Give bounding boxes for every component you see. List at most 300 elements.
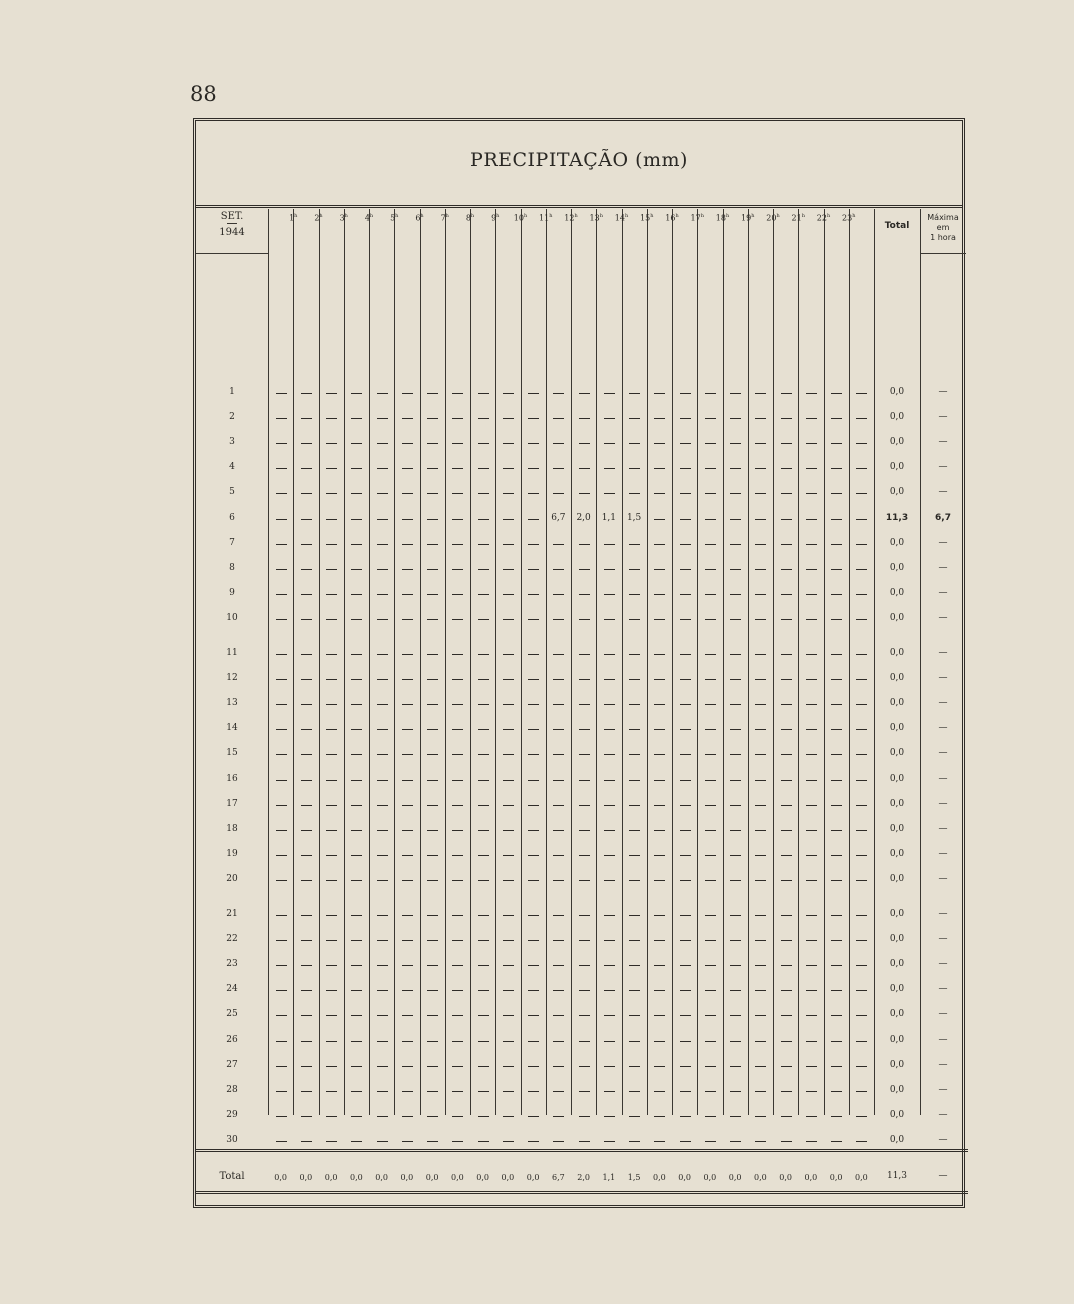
empty-dash [503,1041,514,1042]
empty-dash [604,569,615,570]
empty-dash [402,780,413,781]
day-total: 0,0 [889,1084,905,1095]
empty-dash [806,493,817,494]
empty-dash [629,418,640,419]
empty-dash [478,1116,489,1117]
empty-dash [856,1015,867,1016]
empty-dash [528,594,539,595]
day-label: 26 [226,1034,238,1045]
empty-dash [604,965,615,966]
column-rule [319,209,320,1115]
day-total: 0,0 [889,873,905,884]
empty-dash [755,519,766,520]
empty-dash [276,1141,287,1142]
empty-dash [326,654,337,655]
empty-dash [654,393,665,394]
empty-dash [654,1015,665,1016]
empty-dash [604,493,615,494]
empty-dash [604,780,615,781]
empty-dash [503,915,514,916]
empty-dash [528,569,539,570]
empty-dash [579,493,590,494]
empty-dash [452,965,463,966]
empty-dash [604,915,615,916]
empty-dash [326,1116,337,1117]
empty-dash [705,679,716,680]
empty-dash [831,1066,842,1067]
empty-dash [427,1041,438,1042]
empty-dash [806,780,817,781]
empty-dash [377,1091,388,1092]
empty-dash [301,1116,312,1117]
empty-dash [276,393,287,394]
empty-dash [402,830,413,831]
empty-dash [427,965,438,966]
empty-dash [528,1066,539,1067]
grand-total: 11,3 [886,1171,908,1181]
day-label: 11 [226,648,238,658]
empty-dash [427,780,438,781]
empty-dash [755,654,766,655]
empty-dash [730,880,741,881]
empty-dash [276,940,287,941]
empty-dash [301,654,312,655]
empty-dash [831,990,842,991]
empty-dash [579,880,590,881]
empty-dash [781,569,792,570]
empty-dash [831,1041,842,1042]
empty-dash [402,990,413,991]
empty-dash [377,754,388,755]
empty-dash [579,704,590,705]
empty-dash [806,990,817,991]
empty-dash [831,780,842,781]
empty-dash [528,493,539,494]
totals-divider-bottom [196,1191,968,1194]
empty-dash [806,654,817,655]
empty-dash [604,468,615,469]
day-label: 18 [226,823,238,834]
hour-header: 8$^h$ [465,213,475,223]
day-max: — [938,1134,948,1145]
empty-dash [831,1091,842,1092]
empty-dash [579,729,590,730]
empty-dash [478,780,489,781]
empty-dash [478,1091,489,1092]
empty-dash [452,519,463,520]
empty-dash [553,1041,564,1042]
empty-dash [781,654,792,655]
empty-dash [503,940,514,941]
empty-dash [528,468,539,469]
day-label: 27 [226,1059,238,1070]
empty-dash [654,729,665,730]
empty-dash [680,1116,691,1117]
empty-dash [276,1015,287,1016]
empty-dash [806,544,817,545]
empty-dash [579,679,590,680]
empty-dash [276,443,287,444]
empty-dash [781,1141,792,1142]
empty-dash [654,855,665,856]
empty-dash [579,965,590,966]
hourly-value: 1,5 [626,512,642,523]
empty-dash [755,855,766,856]
day-total: 0,0 [889,612,905,623]
hour-total: 0,0 [754,1173,767,1182]
empty-dash [579,855,590,856]
empty-dash [654,544,665,545]
empty-dash [276,544,287,545]
empty-dash [528,855,539,856]
hour-header: 11$^h$ [539,213,553,223]
hour-total: 0,0 [678,1173,691,1182]
empty-dash [427,468,438,469]
day-label: 7 [229,537,235,548]
day-total: 0,0 [889,723,905,734]
empty-dash [806,418,817,419]
empty-dash [377,619,388,620]
empty-dash [402,965,413,966]
day-label: 9 [229,587,235,598]
empty-dash [856,443,867,444]
day-max: — [938,437,948,448]
empty-dash [377,493,388,494]
day-max: — [938,873,948,884]
empty-dash [705,965,716,966]
empty-dash [402,880,413,881]
empty-dash [276,1116,287,1117]
empty-dash [730,468,741,469]
day-total: 0,0 [889,1109,905,1120]
empty-dash [781,940,792,941]
empty-dash [402,468,413,469]
day-label: 15 [226,748,238,759]
empty-dash [654,1041,665,1042]
empty-dash [781,805,792,806]
empty-dash [730,519,741,520]
empty-dash [351,544,362,545]
empty-dash [503,468,514,469]
empty-dash [377,443,388,444]
empty-dash [478,990,489,991]
empty-dash [478,805,489,806]
empty-dash [654,830,665,831]
empty-dash [427,654,438,655]
empty-dash [427,855,438,856]
empty-dash [579,594,590,595]
empty-dash [402,544,413,545]
column-rule [748,209,749,1115]
empty-dash [351,1141,362,1142]
empty-dash [730,594,741,595]
empty-dash [755,754,766,755]
hour-header: 1$^h$ [289,213,298,223]
empty-dash [503,493,514,494]
empty-dash [478,729,489,730]
hour-total: 0,0 [653,1173,666,1182]
empty-dash [781,443,792,444]
hour-total: 0,0 [728,1173,742,1182]
empty-dash [553,544,564,545]
empty-dash [831,654,842,655]
empty-dash [831,493,842,494]
empty-dash [629,544,640,545]
empty-dash [377,519,388,520]
empty-dash [452,594,463,595]
empty-dash [604,729,615,730]
day-max: — [938,984,948,995]
column-rule [849,209,850,1115]
hour-total: 0,0 [855,1173,868,1182]
empty-dash [452,1091,463,1092]
empty-dash [326,493,337,494]
empty-dash [705,754,716,755]
hour-total: 1,1 [602,1173,616,1182]
day-max: — [938,748,948,759]
empty-dash [553,855,564,856]
empty-dash [452,1015,463,1016]
empty-dash [629,729,640,730]
empty-dash [781,1015,792,1016]
empty-dash [427,418,438,419]
empty-dash [351,880,362,881]
column-rule [546,209,547,1115]
empty-dash [705,990,716,991]
day-label: 5 [229,487,235,498]
empty-dash [680,780,691,781]
hour-header: 16$^h$ [665,213,679,223]
day-total: 0,0 [889,648,905,658]
day-max: — [938,673,948,684]
empty-dash [654,654,665,655]
header-month-year [196,211,268,239]
empty-dash [276,493,287,494]
hour-total: 0,0 [804,1173,818,1182]
empty-dash [402,569,413,570]
empty-dash [781,704,792,705]
day-max: — [938,698,948,709]
empty-dash [427,519,438,520]
empty-dash [478,830,489,831]
day-max: — [938,648,948,658]
day-total: 0,0 [889,748,905,759]
hour-total: 0,0 [350,1173,363,1182]
empty-dash [730,1141,741,1142]
empty-dash [452,805,463,806]
empty-dash [301,940,312,941]
empty-dash [326,855,337,856]
empty-dash [781,544,792,545]
day-max: — [938,934,948,945]
empty-dash [781,1041,792,1042]
empty-dash [301,780,312,781]
empty-dash [579,940,590,941]
empty-dash [579,654,590,655]
day-max: — [938,587,948,598]
empty-dash [402,594,413,595]
empty-dash [579,393,590,394]
hour-total: 0,0 [375,1173,388,1182]
empty-dash [553,654,564,655]
empty-dash [680,569,691,570]
empty-dash [781,1091,792,1092]
empty-dash [553,1091,564,1092]
empty-dash [553,805,564,806]
empty-dash [528,830,539,831]
empty-dash [629,780,640,781]
empty-dash [806,519,817,520]
empty-dash [579,805,590,806]
empty-dash [680,654,691,655]
empty-dash [377,915,388,916]
empty-dash [654,780,665,781]
empty-dash [402,679,413,680]
empty-dash [326,519,337,520]
empty-dash [301,493,312,494]
hour-total: 0,0 [829,1173,843,1182]
empty-dash [856,679,867,680]
empty-dash [553,830,564,831]
empty-dash [351,855,362,856]
empty-dash [629,654,640,655]
empty-dash [427,619,438,620]
empty-dash [730,654,741,655]
empty-dash [528,704,539,705]
empty-dash [301,619,312,620]
empty-dash [301,1066,312,1067]
empty-dash [377,1041,388,1042]
empty-dash [326,418,337,419]
empty-dash [629,679,640,680]
empty-dash [680,1041,691,1042]
empty-dash [351,654,362,655]
empty-dash [680,1141,691,1142]
empty-dash [503,569,514,570]
empty-dash [806,1041,817,1042]
day-label: 29 [226,1109,238,1120]
day-max: — [938,412,948,423]
empty-dash [478,418,489,419]
empty-dash [553,915,564,916]
empty-dash [629,569,640,570]
empty-dash [427,1116,438,1117]
hour-header: 14$^h$ [614,213,629,223]
empty-dash [377,780,388,781]
day-max: — [938,1009,948,1020]
empty-dash [301,679,312,680]
empty-dash [351,830,362,831]
empty-dash [705,654,716,655]
empty-dash [276,965,287,966]
table-title: PRECIPITAÇÃO (mm) [470,149,688,171]
empty-dash [730,830,741,831]
empty-dash [705,880,716,881]
day-label: 19 [226,848,238,859]
empty-dash [351,704,362,705]
empty-dash [705,729,716,730]
empty-dash [781,880,792,881]
empty-dash [528,1141,539,1142]
empty-dash [351,940,362,941]
empty-dash [579,915,590,916]
empty-dash [452,418,463,419]
empty-dash [351,990,362,991]
hour-header: 18$^h$ [715,213,730,223]
day-total: 0,0 [889,959,905,970]
empty-dash [680,805,691,806]
empty-dash [402,940,413,941]
empty-dash [730,544,741,545]
empty-dash [503,1141,514,1142]
empty-dash [326,1141,337,1142]
column-rule [268,209,269,1115]
empty-dash [705,1015,716,1016]
empty-dash [326,704,337,705]
empty-dash [705,1141,716,1142]
empty-dash [579,619,590,620]
empty-dash [276,654,287,655]
empty-dash [806,704,817,705]
empty-dash [654,915,665,916]
empty-dash [503,594,514,595]
empty-dash [452,704,463,705]
day-label: 1 [229,387,235,397]
empty-dash [553,443,564,444]
empty-dash [452,493,463,494]
empty-dash [326,594,337,595]
empty-dash [730,1066,741,1067]
header-max-hour [920,213,966,243]
empty-dash [351,418,362,419]
empty-dash [326,729,337,730]
hour-header: 6$^h$ [415,213,424,223]
empty-dash [402,704,413,705]
empty-dash [452,990,463,991]
empty-dash [781,594,792,595]
empty-dash [377,805,388,806]
empty-dash [755,443,766,444]
empty-dash [654,990,665,991]
empty-dash [781,519,792,520]
empty-dash [402,805,413,806]
empty-dash [478,704,489,705]
empty-dash [301,1015,312,1016]
empty-dash [604,830,615,831]
empty-dash [351,1066,362,1067]
empty-dash [730,679,741,680]
hour-total: 0,0 [779,1173,792,1182]
empty-dash [301,468,312,469]
empty-dash [629,493,640,494]
empty-dash [831,1116,842,1117]
header-year: 1944 [219,227,245,238]
empty-dash [604,1091,615,1092]
empty-dash [730,393,741,394]
empty-dash [351,1091,362,1092]
empty-dash [856,1066,867,1067]
empty-dash [629,1041,640,1042]
empty-dash [528,1041,539,1042]
empty-dash [755,619,766,620]
empty-dash [452,1141,463,1142]
empty-dash [781,780,792,781]
empty-dash [276,729,287,730]
empty-dash [705,704,716,705]
empty-dash [452,393,463,394]
empty-dash [478,855,489,856]
empty-dash [629,940,640,941]
